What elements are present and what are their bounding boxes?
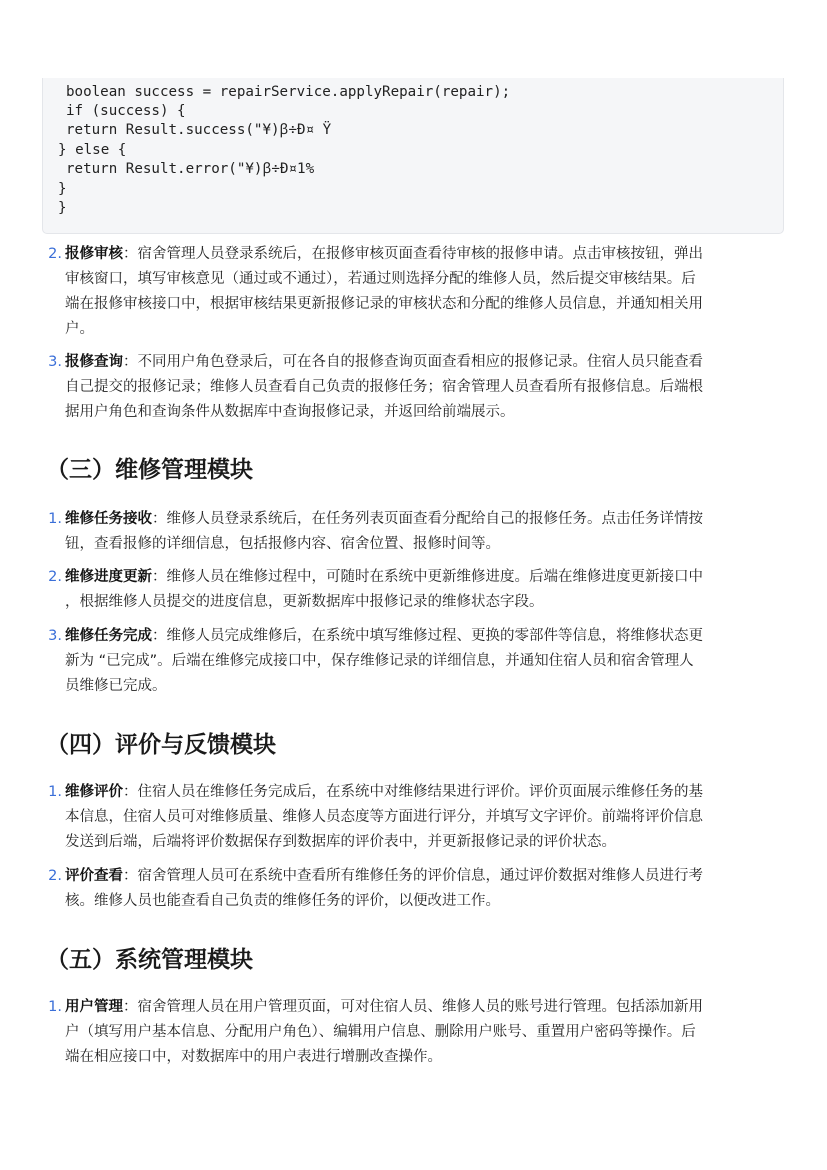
text-segment: ：维修人员在维修过程中，可随时在系统中更新维修进度。后端在维修进度更新接口中	[152, 569, 703, 585]
text-line: ，根据维修人员提交的进度信息，更新数据库中报修记录的维修状态字段。	[65, 594, 544, 610]
text-segment: ：住宿人员在维修任务完成后，在系统中对维修结果进行评价。评价页面展示维修任务的基	[123, 784, 703, 800]
code-line: }	[58, 181, 67, 197]
text-line: 钮，查看报修的详细信息，包括报修内容、宿舍位置、报修时间等。	[65, 536, 500, 552]
list-item-text	[65, 242, 802, 342]
section-title-maintenance: （三）维修管理模块	[46, 457, 253, 483]
text-line	[65, 864, 802, 889]
item-lead: 维修任务完成	[65, 628, 152, 644]
text-line: 户。	[65, 321, 94, 337]
item-lead: 维修任务接收	[65, 511, 152, 527]
item-lead: 维修进度更新	[65, 569, 152, 585]
text-line	[65, 507, 802, 532]
text-line	[65, 995, 802, 1020]
text-line	[65, 242, 802, 267]
text-line: 本信息，住宿人员可对维修质量、维修人员态度等方面进行评分，并填写文字评价。前端将评价信息	[65, 809, 703, 825]
code-line: } else {	[58, 142, 127, 158]
item-lead: 用户管理	[65, 999, 123, 1015]
text-line: 核。维修人员也能查看自己负责的维修任务的评价，以便改进工作。	[65, 893, 500, 909]
list-item-text	[65, 995, 802, 1070]
code-line: return Result.error("¥)ꞵ÷Ð¤1%	[66, 161, 315, 177]
list-number: 3.	[48, 354, 62, 370]
text-segment: ：维修人员完成维修后，在系统中填写维修过程、更换的零部件等信息，将维修状态更	[152, 628, 703, 644]
list-number: 2.	[48, 246, 62, 262]
code-line: }	[58, 200, 67, 216]
text-line: 发送到后端，后端将评价数据保存到数据库的评价表中，并更新报修记录的评价状态。	[65, 834, 616, 850]
text-line	[65, 350, 802, 375]
section-title-system: （五）系统管理模块	[46, 947, 253, 973]
text-segment: ：维修人员登录系统后，在任务列表页面查看分配给自己的报修任务。点击任务详情按	[152, 511, 703, 527]
text-line	[65, 624, 802, 649]
item-lead: 评价查看	[65, 868, 123, 884]
list-number: 1.	[48, 999, 62, 1015]
list-item-text	[65, 864, 802, 914]
text-line: 端在报修审核接口中，根据审核结果更新报修记录的审核状态和分配的维修人员信息，并通知相关用	[65, 296, 703, 312]
list-number: 2.	[48, 868, 62, 884]
text-line: 自己提交的报修记录；维修人员查看自己负责的报修任务；宿舍管理人员查看所有报修信息。后端根	[65, 379, 703, 395]
text-segment: ：宿舍管理人员可在系统中查看所有维修任务的评价信息，通过评价数据对维修人员进行考	[123, 868, 703, 884]
code-line: return Result.success("¥)ꞵ÷Ð¤ Ÿ	[66, 122, 332, 138]
list-number: 1.	[48, 784, 62, 800]
code-block	[42, 78, 784, 234]
text-segment: ：宿舍管理人员登录系统后，在报修审核页面查看待审核的报修申请。点击审核按钮，弹出	[123, 246, 703, 262]
text-segment: ：宿舍管理人员在用户管理页面，可对住宿人员、维修人员的账号进行管理。包括添加新用	[123, 999, 703, 1015]
list-item-text	[65, 507, 802, 557]
code-line: boolean success = repairService.applyRepair(repair);	[66, 84, 511, 100]
list-item-text	[65, 565, 802, 615]
list-number: 3.	[48, 628, 62, 644]
list-item-text	[65, 350, 802, 425]
text-line: 审核窗口，填写审核意见（通过或不通过），若通过则选择分配的维修人员，然后提交审核结果。后	[65, 271, 696, 287]
item-lead: 报修审核	[65, 246, 123, 262]
text-line: 员维修已完成。	[65, 678, 167, 694]
list-item-text	[65, 780, 802, 855]
text-line: 新为 “已完成”。后端在维修完成接口中，保存维修记录的详细信息，并通知住宿人员和宿舍管理人	[65, 653, 694, 669]
text-line: 端在相应接口中，对数据库中的用户表进行增删改查操作。	[65, 1049, 442, 1065]
item-lead: 维修评价	[65, 784, 123, 800]
list-number: 1.	[48, 511, 62, 527]
text-line: 据用户角色和查询条件从数据库中查询报修记录，并返回给前端展示。	[65, 404, 515, 420]
list-number: 2.	[48, 569, 62, 585]
text-line: 户（填写用户基本信息、分配用户角色）、编辑用户信息、删除用户账号、重置用户密码等操作。后	[65, 1024, 696, 1040]
section-title-evaluation: （四）评价与反馈模块	[46, 732, 276, 758]
text-segment: ：不同用户角色登录后，可在各自的报修查询页面查看相应的报修记录。住宿人员只能查看	[123, 354, 703, 370]
text-line	[65, 565, 802, 590]
list-item-text	[65, 624, 802, 699]
item-lead: 报修查询	[65, 354, 123, 370]
text-line	[65, 780, 802, 805]
code-line: if (success) {	[66, 103, 186, 119]
